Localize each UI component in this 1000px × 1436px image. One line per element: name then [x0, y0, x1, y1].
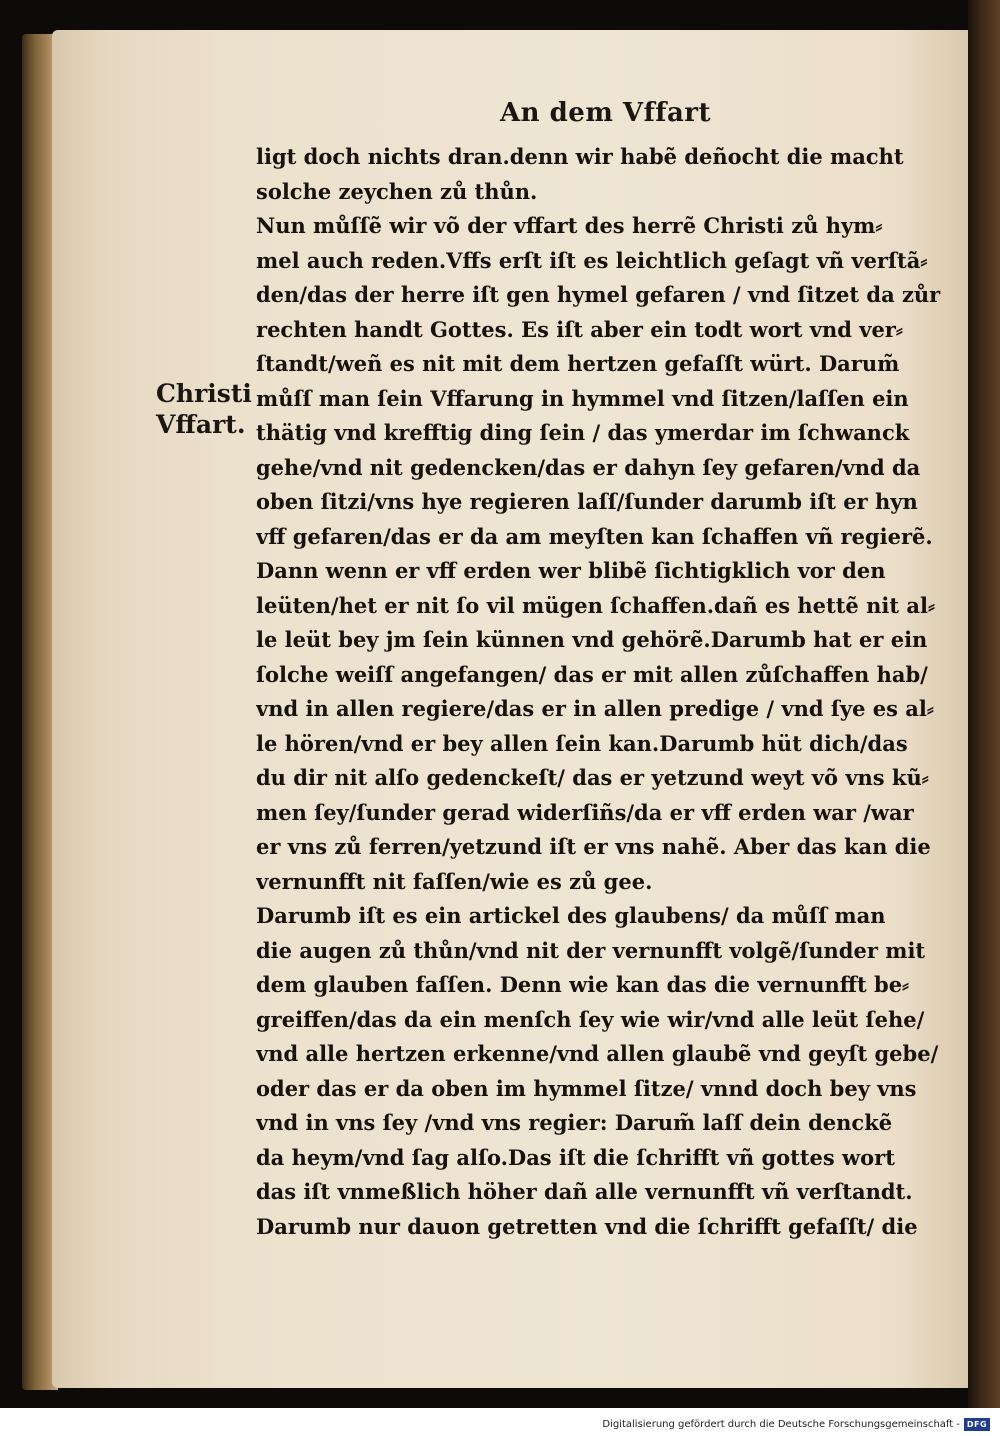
- text-line: die augen zů thůn/vnd nit der vernunfft volgẽ/ſunder mit: [256, 937, 926, 963]
- text-line: mel auch reden.Vffs erſt iſt es leichtlich geſagt vñ verſtã⸗: [256, 247, 928, 273]
- text-line: du dir nit alſo gedenckeſt/ das er yetzund weyt võ vns kũ⸗: [256, 765, 929, 790]
- text-line: rechten handt Gottes. Es iſt aber ein todt wort vnd ver⸗: [256, 316, 903, 342]
- text-line: da heym/vnd ſag alſo.Das iſt die ſchrifft vñ gottes wort: [256, 1144, 895, 1170]
- text-line: můſſ man ſein Vffarung in hymmel vnd ſitzen/laſſen ein: [256, 385, 909, 411]
- text-line: den/das der herre iſt gen hymel gefaren / vnd ſitzet da zůr: [256, 282, 941, 307]
- margin-note: [156, 378, 252, 440]
- text-line: vnd alle hertzen erkenne/vnd allen glaubẽ vnd geyſt gebe/: [256, 1041, 939, 1066]
- text-line: ſolche weiſſ angefangen/ das er mit allen zůſchaffen hab/: [256, 661, 928, 687]
- text-line: das iſt vnmeßlich höher dañ alle vernunfft vñ verſtandt.: [256, 1179, 913, 1204]
- text-line: dem glauben faſſen. Denn wie kan das die vernunfft be⸗: [256, 972, 910, 997]
- text-line: men ſey/ſunder gerad widerſiñs/da er vff erden war /war: [256, 799, 914, 825]
- text-line: gehe/vnd nit gedencken/das er dahyn ſey gefaren/vnd da: [256, 454, 921, 480]
- margin-note-line: Vffart.: [156, 410, 246, 439]
- text-line: vnd in vns ſey /vnd vns regier: Darum̃ laſſ dein denckẽ: [256, 1110, 893, 1135]
- text-line: Darumb iſt es ein artickel des glaubens/ da můſſ man: [256, 903, 886, 928]
- text-line: Dann wenn er vff erden wer blibẽ ſichtigklich vor den: [256, 558, 886, 583]
- text-line: vernunfft nit faſſen/wie es zů gee.: [256, 868, 653, 894]
- text-line: greiffen/das da ein menſch ſey wie wir/vnd alle leüt ſehe/: [256, 1006, 925, 1032]
- text-line: Darumb nur dauon getretten vnd die ſchrifft gefaſſt/ die: [256, 1213, 918, 1239]
- text-line: vff gefaren/das er da am meyſten kan ſchaffen vñ regierẽ.: [256, 523, 933, 549]
- text-line: Nun můſſẽ wir võ der vffart des herrẽ Christi zů hym⸗: [256, 213, 883, 238]
- text-line: leüten/het er nit ſo vil mügen ſchaffen.dañ es hettẽ nit al⸗: [256, 592, 935, 618]
- text-line: vnd in allen regiere/das er in allen predige / vnd ſye es al⸗: [256, 696, 934, 721]
- text-line: thätig vnd krefftig ding ſein / das ymerdar im ſchwanck: [256, 420, 910, 445]
- funding-credit: Digitalisierung gefördert durch die Deutsche Forschungsgemeinschaft -: [602, 1419, 960, 1430]
- text-line: ligt doch nichts dran.denn wir habẽ deñocht die macht: [256, 144, 904, 169]
- text-line: ſtandt/weñ es nit mit dem hertzen gefaſſt würt. Darum̃: [256, 351, 900, 376]
- margin-note-line: Christi: [156, 379, 252, 408]
- text-line: solche zeychen zů thůn.: [256, 178, 538, 204]
- book-edge: [968, 0, 1000, 1408]
- text-line: le leüt bey jm ſein künnen vnd gehörẽ.Darumb hat er ein: [256, 627, 928, 652]
- text-line: le hören/vnd er bey allen ſein kan.Darumb hüt dich/das: [256, 730, 908, 756]
- body-text: [256, 140, 966, 1244]
- text-line: er vns zů ferren/yetzund iſt er vns nahẽ. Aber das kan die: [256, 834, 931, 859]
- text-line: oben ſitzi/vns hye regieren laſſ/ſunder darumb iſt er hyn: [256, 489, 918, 514]
- running-head: An dem Vffart: [500, 98, 712, 128]
- text-line: oder das er da oben im hymmel ſitze/ vnnd doch bey vns: [256, 1075, 917, 1101]
- dfg-logo: DFG: [964, 1418, 990, 1431]
